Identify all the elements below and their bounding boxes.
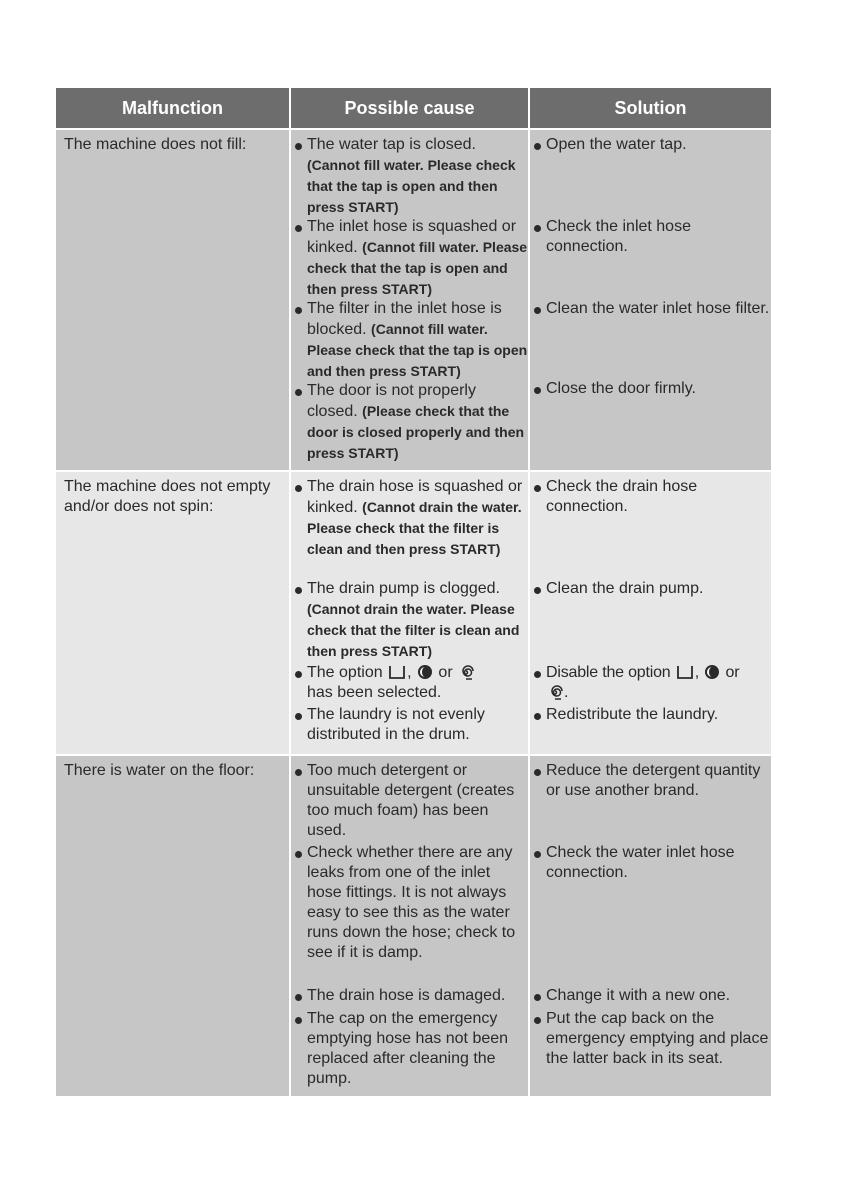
- cause-note: (Cannot fill water. Please check that the tap is open and then press START): [307, 239, 528, 297]
- cause-item: [291, 135, 528, 218]
- cause-item: [291, 217, 528, 300]
- cause-item: [291, 579, 528, 662]
- half-moon-icon: [704, 664, 720, 680]
- solution-option-post: .: [564, 684, 569, 701]
- cause-item: [291, 299, 528, 382]
- solution-item: Open the water tap.: [530, 135, 771, 155]
- spiral-icon: [547, 684, 563, 700]
- half-moon-icon: [417, 664, 433, 680]
- solution-cell: [530, 754, 771, 1096]
- solution-item: Reduce the detergent quantity or use another brand.: [530, 761, 771, 801]
- solution-item: Close the door firmly.: [530, 379, 771, 399]
- header-solution: Solution: [530, 88, 771, 128]
- cause-item: Check whether there are any leaks from one of the inlet hose fittings. It is not always easy to see this as the water runs down the hose; check to see if it is damp.: [291, 843, 528, 963]
- solution-item: Clean the drain pump.: [530, 579, 771, 599]
- cause-text: The door is not properly closed.: [307, 382, 476, 420]
- cause-item: [291, 663, 528, 703]
- cause-cell: [291, 470, 530, 754]
- tub-icon: [676, 664, 694, 680]
- cause-text: The inlet hose is squashed or kinked.: [307, 218, 517, 256]
- cause-text: The filter in the inlet hose is blocked.: [307, 300, 502, 338]
- solution-item: Check the water inlet hose connection.: [530, 843, 771, 883]
- header-malfunction: Malfunction: [56, 88, 291, 128]
- cause-option-sep2: or: [438, 664, 453, 681]
- solution-item: Change it with a new one.: [530, 986, 771, 1006]
- cause-item: Too much detergent or unsuitable detergent (creates too much foam) has been used.: [291, 761, 528, 841]
- solution-option-sep2: or: [725, 664, 740, 681]
- spiral-icon: [458, 664, 474, 680]
- tub-icon: [388, 664, 406, 680]
- solution-item: [530, 663, 771, 703]
- cause-option-sep1: ,: [407, 664, 412, 681]
- solution-item: Clean the water inlet hose filter.: [530, 299, 771, 319]
- solution-cell: [530, 128, 771, 470]
- cause-text: The drain hose is squashed or kinked.: [307, 478, 523, 516]
- cause-text: The laundry is not evenly distributed in the drum.: [307, 706, 485, 743]
- troubleshooting-table: [56, 88, 771, 1096]
- malfunction-cell: [56, 470, 291, 754]
- cause-note: (Cannot fill water. Please check that the tap is open and then press START): [307, 157, 516, 215]
- cause-item: The cap on the emergency emptying hose has not been replaced after cleaning the pump.: [291, 1009, 528, 1089]
- cause-option-post: has been selected.: [307, 684, 442, 701]
- malfunction-cell: [56, 754, 291, 1096]
- cause-cell: [291, 128, 530, 470]
- header-possible-cause: Possible cause: [291, 88, 530, 128]
- cause-note: (Cannot fill water. Please check that the tap is open and then press START): [307, 321, 528, 379]
- cause-cell: [291, 754, 530, 1096]
- cause-text: The water tap is closed.: [307, 136, 476, 153]
- solution-item: Check the inlet hose connection.: [530, 217, 771, 257]
- solution-item: Redistribute the laundry.: [530, 705, 771, 725]
- cause-text: The drain pump is clogged.: [307, 580, 500, 597]
- cause-note: (Please check that the door is closed properly and then press START): [307, 403, 525, 461]
- solution-item: Check the drain hose connection.: [530, 477, 771, 517]
- malfunction-cell: [56, 128, 291, 470]
- cause-note: (Cannot drain the water. Please check that the filter is clean and then press START): [307, 601, 520, 659]
- cause-item: [291, 381, 528, 464]
- cause-item: [291, 477, 528, 560]
- malfunction-text: There is water on the floor:: [64, 762, 255, 779]
- solution-item: Put the cap back on the emergency emptying and place the latter back in its seat.: [530, 1009, 771, 1069]
- cause-item: The drain hose is damaged.: [291, 986, 528, 1006]
- malfunction-text: The machine does not empty and/or does not spin:: [64, 478, 271, 515]
- cause-item: [291, 705, 528, 745]
- cause-note: (Cannot drain the water. Please check that the filter is clean and then press START): [307, 499, 522, 557]
- cause-option-pre: The option: [307, 664, 383, 681]
- solution-option-pre: Disable the option: [546, 664, 671, 681]
- solution-option-sep1: ,: [694, 664, 699, 681]
- solution-cell: [530, 470, 771, 754]
- malfunction-text: The machine does not fill:: [64, 136, 247, 153]
